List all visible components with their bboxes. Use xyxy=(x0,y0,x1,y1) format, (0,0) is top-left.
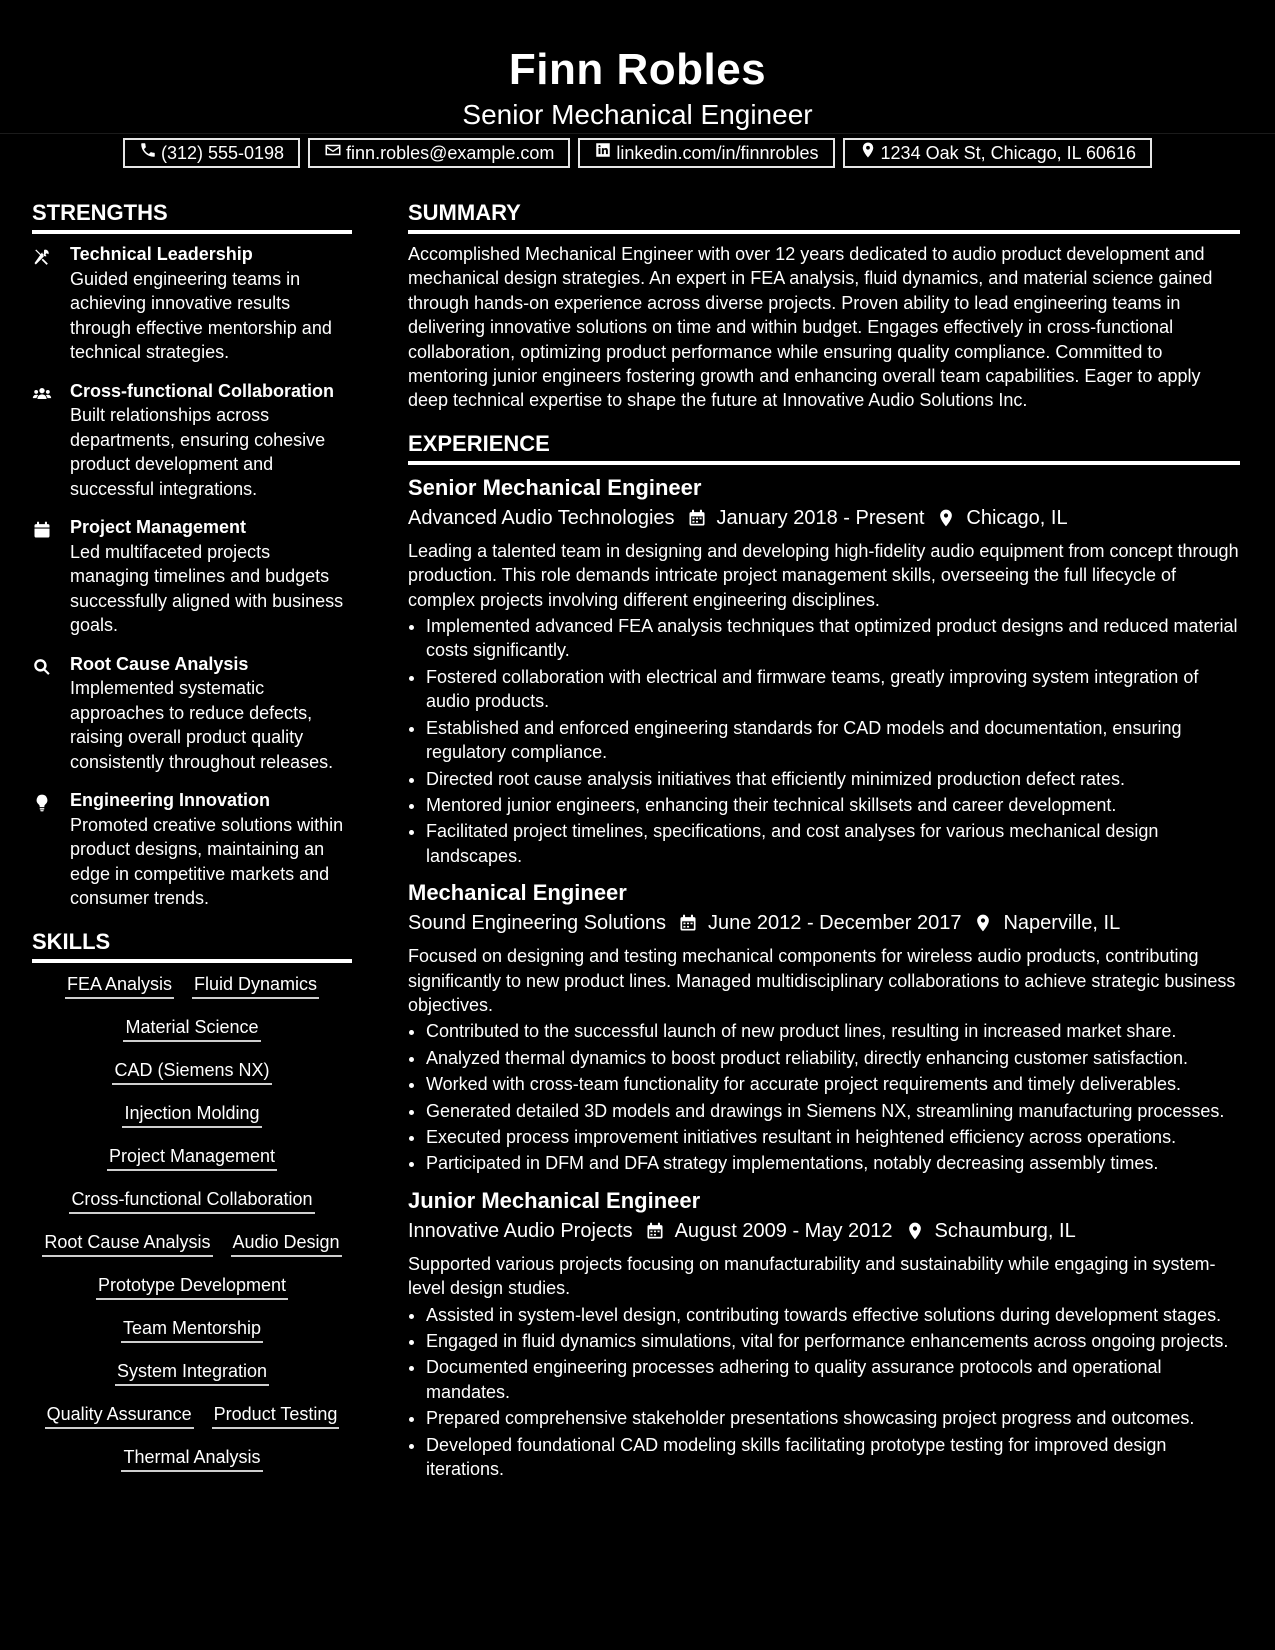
skill-row xyxy=(32,1315,352,1343)
calendar-icon xyxy=(32,515,70,638)
skill-row xyxy=(32,1229,352,1257)
job-dates: August 2009 - May 2012 xyxy=(674,1219,893,1242)
skill-tag: Root Cause Analysis xyxy=(42,1229,212,1257)
skill-row xyxy=(32,1401,352,1429)
strength-item xyxy=(32,515,352,638)
strength-text: Guided engineering teams in achieving innovative results through effective mentorship and technical strategies. xyxy=(70,268,332,362)
phone-text: (312) 555-0198 xyxy=(160,143,285,163)
strength-text: Built relationships across departments, ensuring cohesive product development and successful integrations. xyxy=(70,405,326,499)
left-column xyxy=(32,196,352,1487)
strength-text: Led multifaceted projects managing timelines and budgets successfully aligned with business goals. xyxy=(70,541,344,635)
address-text: 1234 Oak St, Chicago, IL 60616 xyxy=(880,143,1137,163)
calendar-icon xyxy=(687,508,707,528)
job-company: Advanced Audio Technologies xyxy=(408,506,675,529)
skill-row xyxy=(32,1358,352,1386)
job-location: Schaumburg, IL xyxy=(934,1219,1076,1242)
skill-tag: Quality Assurance xyxy=(45,1401,194,1429)
job-bullets xyxy=(408,1019,1240,1175)
contact-address[interactable] xyxy=(843,138,1153,168)
map-marker-icon xyxy=(936,508,956,528)
job-dates: June 2012 - December 2017 xyxy=(707,912,962,935)
linkedin-icon xyxy=(594,140,612,166)
job-bullet: • Established and enforced engineering standards for CAD models and documentation, ensuring regulatory compliance. xyxy=(426,716,1240,765)
job-bullet: • Executed process improvement initiatives resultant in heightened efficiency across operations. xyxy=(426,1125,1240,1149)
resume-header xyxy=(0,0,1275,163)
job-bullet: • Implemented advanced FEA analysis techniques that optimized product designs and reduced material costs significantly. xyxy=(426,614,1240,663)
right-column xyxy=(408,196,1240,1491)
phone-icon xyxy=(139,140,157,166)
job-bullet: • Assisted in system-level design, contributing towards effective solutions during development stages. xyxy=(426,1303,1240,1327)
search-icon xyxy=(32,652,70,775)
skill-row xyxy=(32,1186,352,1214)
map-marker-icon xyxy=(859,140,877,166)
skill-row xyxy=(32,1143,352,1171)
skill-tag: System Integration xyxy=(115,1358,269,1386)
job-bullet: • Prepared comprehensive stakeholder presentations showcasing project progress and outcomes. xyxy=(426,1406,1240,1430)
job-description: Supported various projects focusing on manufacturability and sustainability while engaging in system-level design studies. xyxy=(408,1253,1216,1299)
job-meta xyxy=(408,908,1240,938)
experience-heading: EXPERIENCE xyxy=(408,427,1240,465)
job-entry xyxy=(408,878,1240,1176)
skill-row xyxy=(32,1272,352,1300)
contact-phone[interactable] xyxy=(123,138,300,168)
lightbulb-icon xyxy=(32,788,70,911)
candidate-title: Senior Mechanical Engineer xyxy=(462,99,813,130)
strength-text: Promoted creative solutions within product designs, maintaining an edge in competitive markets and consumer trends. xyxy=(70,814,344,908)
strength-title: Cross-functional Collaboration xyxy=(70,380,335,401)
job-dates: January 2018 - Present xyxy=(716,506,925,529)
users-icon xyxy=(32,379,70,502)
linkedin-text: linkedin.com/in/finnrobles xyxy=(616,143,819,163)
contact-email[interactable] xyxy=(308,138,570,168)
job-bullet: • Generated detailed 3D models and drawings in Siemens NX, streamlining manufacturing processes. xyxy=(426,1099,1240,1123)
skill-tag: Prototype Development xyxy=(96,1272,288,1300)
strength-title: Engineering Innovation xyxy=(70,790,271,810)
job-bullets xyxy=(408,614,1240,868)
strength-item xyxy=(32,242,352,365)
job-description: Focused on designing and testing mechanical components for wireless audio products, contributing significantly to new product lines. Managed multidisciplinary collaborations to achieve strategic business objectives. xyxy=(408,946,1236,1015)
strengths-heading: STRENGTHS xyxy=(32,196,352,234)
skill-row xyxy=(32,1100,352,1128)
strength-text: Implemented systematic approaches to reduce defects, raising overall product quality consistently throughout releases. xyxy=(70,678,334,772)
skill-tag: Product Testing xyxy=(212,1401,340,1429)
job-bullet: • Directed root cause analysis initiatives that efficiently minimized production defect rates. xyxy=(426,767,1240,791)
strength-item xyxy=(32,788,352,911)
job-title: Mechanical Engineer xyxy=(408,880,627,906)
job-bullet: • Documented engineering processes adhering to quality assurance protocols and operational mandates. xyxy=(426,1355,1240,1404)
skills-list xyxy=(32,971,352,1472)
skill-tag: Material Science xyxy=(123,1014,260,1042)
contact-bar xyxy=(0,138,1275,168)
job-bullet: • Worked with cross-team functionality for accurate project requirements and timely deliverables. xyxy=(426,1072,1240,1096)
job-entry xyxy=(408,1186,1240,1482)
strength-item xyxy=(32,652,352,775)
skill-tag: Team Mentorship xyxy=(121,1315,263,1343)
job-description: Leading a talented team in designing and developing high-fidelity audio equipment from concept through production. This role demands intricate project management skills, overseeing the full lifecycle of complex projects involving different engineering disciplines. xyxy=(408,540,1239,610)
strength-title: Project Management xyxy=(70,517,247,537)
skill-tag: Audio Design xyxy=(231,1229,342,1257)
envelope-icon xyxy=(324,140,342,166)
tools-icon xyxy=(32,242,70,365)
skill-row xyxy=(32,1444,352,1472)
skill-tag: Cross-functional Collaboration xyxy=(69,1186,314,1214)
map-marker-icon xyxy=(905,1221,925,1241)
map-marker-icon xyxy=(973,913,993,933)
contact-linkedin[interactable] xyxy=(578,138,834,168)
job-title: Junior Mechanical Engineer xyxy=(408,1187,701,1213)
job-location: Naperville, IL xyxy=(1003,912,1121,935)
skill-tag: Injection Molding xyxy=(122,1100,261,1128)
job-company: Innovative Audio Projects xyxy=(408,1219,633,1242)
calendar-icon xyxy=(645,1221,665,1241)
skill-row xyxy=(32,971,352,999)
skill-tag: FEA Analysis xyxy=(65,971,174,999)
job-entry xyxy=(408,473,1240,868)
job-bullet: • Participated in DFM and DFA strategy implementations, notably decreasing assembly times. xyxy=(426,1151,1240,1175)
job-meta xyxy=(408,1216,1240,1246)
skill-row xyxy=(32,1014,352,1042)
job-bullet: • Developed foundational CAD modeling skills facilitating prototype testing for improved design iterations. xyxy=(426,1433,1240,1482)
job-bullet: • Fostered collaboration with electrical and firmware teams, greatly improving system integration of audio products. xyxy=(426,665,1240,714)
skill-tag: CAD (Siemens NX) xyxy=(112,1057,271,1085)
job-bullets xyxy=(408,1303,1240,1482)
job-bullet: • Facilitated project timelines, specifications, and cost analyses for various mechanical design landscapes. xyxy=(426,819,1240,868)
candidate-name: Finn Robles xyxy=(508,45,767,94)
job-bullet: • Contributed to the successful launch of new product lines, resulting in increased market share. xyxy=(426,1019,1240,1043)
job-bullet: • Engaged in fluid dynamics simulations, vital for performance enhancements across ongoing projects. xyxy=(426,1329,1240,1353)
strength-title: Technical Leadership xyxy=(70,244,253,264)
calendar-icon xyxy=(678,913,698,933)
skills-heading: SKILLS xyxy=(32,925,352,963)
strength-title: Root Cause Analysis xyxy=(70,653,249,674)
email-text: finn.robles@example.com xyxy=(346,143,555,163)
job-bullet: • Analyzed thermal dynamics to boost product reliability, directly enhancing customer satisfaction. xyxy=(426,1046,1240,1070)
skill-tag: Fluid Dynamics xyxy=(192,971,319,999)
strength-item xyxy=(32,379,352,502)
job-meta xyxy=(408,503,1240,533)
job-title: Senior Mechanical Engineer xyxy=(408,474,702,500)
job-bullet: • Mentored junior engineers, enhancing their technical skillsets and career development. xyxy=(426,793,1240,817)
summary-heading: SUMMARY xyxy=(408,196,1240,234)
skill-tag: Project Management xyxy=(107,1143,277,1171)
job-location: Chicago, IL xyxy=(966,506,1068,529)
summary-text: Accomplished Mechanical Engineer with over 12 years dedicated to audio product development and mechanical design strategies. An expert in FEA analysis, fluid dynamics, and material science gained through hands-on experience across diverse projects. Proven ability to lead engineering teams in delivering innovative solutions on time and within budget. Engages effectively in cross-functional collaboration, optimizing product performance while ensuring quality compliance. Committed to mentoring junior engineers fostering growth and enhancing overall team capabilities. Eager to apply deep technical expertise to shape the future at Innovative Audio Solutions Inc. xyxy=(408,244,1213,411)
skill-tag: Thermal Analysis xyxy=(121,1444,262,1472)
skill-row xyxy=(32,1057,352,1085)
job-company: Sound Engineering Solutions xyxy=(408,912,666,935)
